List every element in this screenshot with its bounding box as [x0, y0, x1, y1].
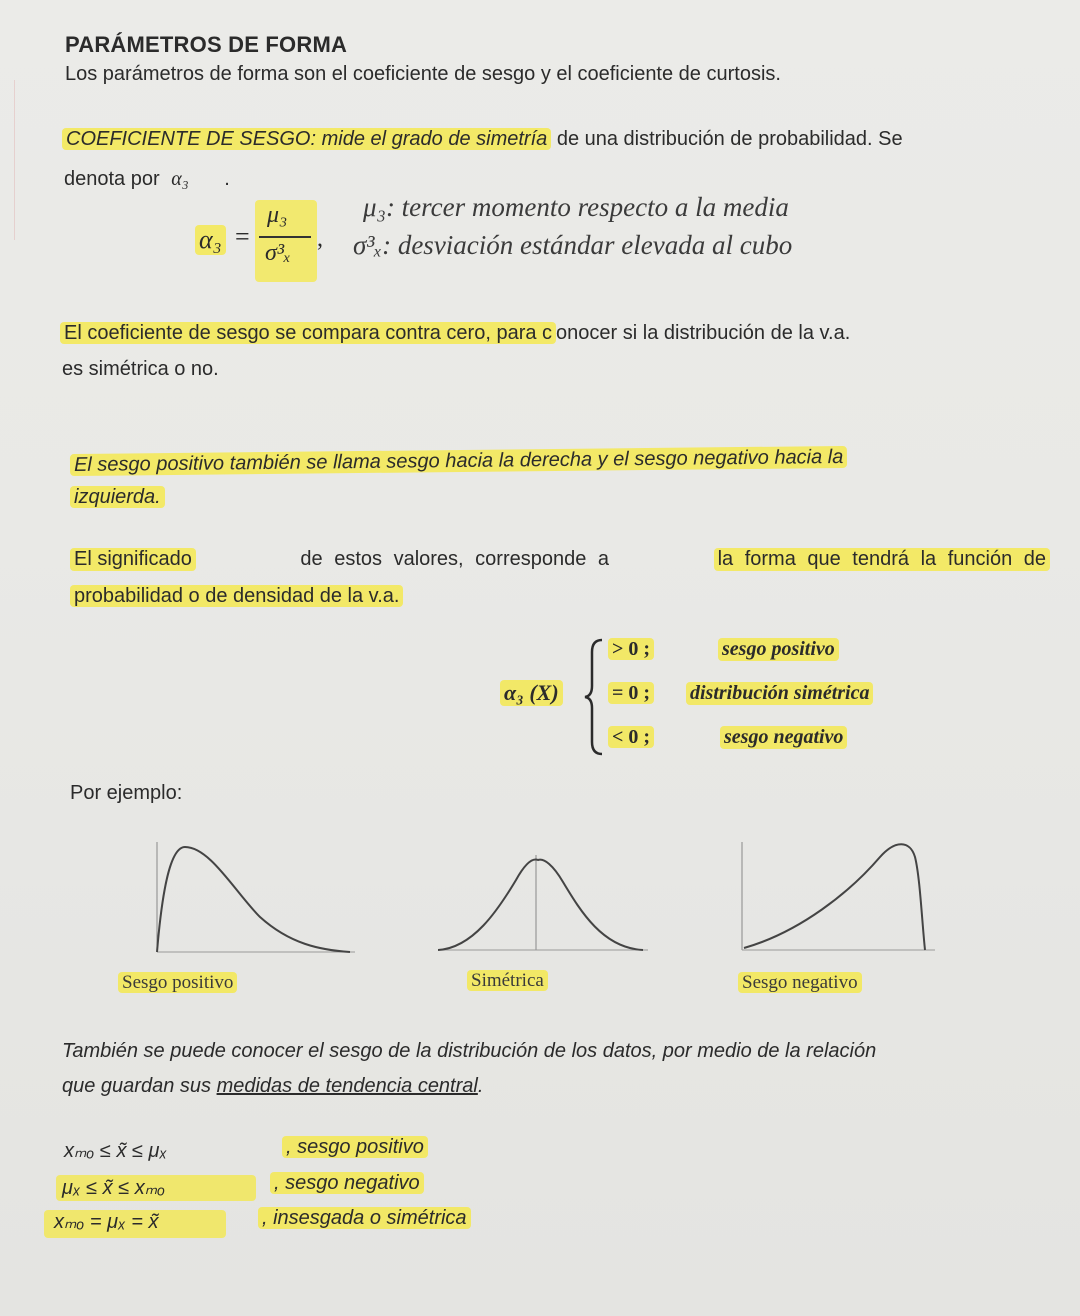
relation-desc-1 [282, 1136, 428, 1159]
central-line2 [62, 1075, 483, 1098]
relation-expr-3: xₘₒ = μₓ = x̃ [54, 1211, 159, 1233]
label-text: Sesgo negativo [738, 972, 862, 993]
piecewise-case-3 [608, 726, 844, 749]
formula-lhs: α₃ [195, 225, 226, 255]
piecewise-definition [500, 636, 940, 756]
relation-desc-2 [270, 1172, 424, 1195]
central-text: que guardan sus [62, 1075, 217, 1097]
case-condition: < 0 ; [608, 726, 654, 748]
direction-highlight: El sesgo positivo también se llama sesgo hacia la derecha y el sesgo negativo hacia la [70, 446, 848, 476]
case-condition: = 0 ; [608, 682, 654, 704]
compare-line1 [60, 322, 850, 345]
relation-expr-1: xₘₒ ≤ x̃ ≤ μₓ [64, 1140, 168, 1162]
positive-skew-curve-icon [140, 832, 365, 962]
case-condition: > 0 ; [608, 638, 654, 660]
label-text: Simétrica [467, 970, 548, 991]
chart-negative-skew [720, 832, 945, 962]
meaning-line1 [70, 548, 1050, 571]
mu3-definition: μ₃: tercer momento respecto a la media [363, 192, 789, 222]
direction-line2-highlight: izquierda. [70, 486, 165, 508]
desc-text: , insesgada o simétrica [258, 1207, 471, 1229]
skewness-formula [195, 192, 915, 285]
negative-skew-curve-icon [720, 832, 945, 962]
chart-positive-skew [140, 832, 365, 962]
piecewise-lhs: α₃ (X) [500, 680, 563, 706]
direction-line2 [70, 486, 165, 509]
compare-highlight: El coeficiente de sesgo se compara contra cero, para c [60, 322, 556, 344]
piecewise-case-1 [608, 638, 835, 661]
relation-desc-3 [258, 1207, 471, 1230]
central-period: . [477, 1075, 484, 1097]
notebook-margin [0, 80, 15, 240]
brace-icon [582, 638, 606, 756]
desc-text: , sesgo negativo [270, 1172, 424, 1194]
dot: . [224, 168, 230, 190]
fraction-bar [259, 236, 311, 238]
intro-text: Los parámetros de forma son el coeficiente de sesgo y el coeficiente de curtosis. [65, 63, 781, 85]
example-label: Por ejemplo: [70, 782, 183, 804]
central-underlined: medidas de tendencia central [216, 1075, 478, 1097]
relation-expr-2: μₓ ≤ x̃ ≤ xₘₒ [62, 1177, 166, 1199]
compare-rest: onocer si la distribución de la v.a. [556, 322, 851, 344]
central-line1: También se puede conocer el sesgo de la distribución de los datos, por medio de la relación [62, 1040, 877, 1062]
symmetric-curve-icon [438, 850, 658, 962]
piecewise-case-2 [608, 682, 870, 705]
label-text: Sesgo positivo [118, 972, 237, 993]
direction-line1 [70, 446, 848, 477]
sesgo-definition-highlight: COEFICIENTE DE SESGO: mide el grado de simetría [62, 128, 551, 150]
alpha3-symbol: α₃ [171, 168, 189, 190]
sesgo-definition-line2 [64, 168, 230, 191]
formula-comma: , [317, 226, 323, 252]
sesgo-definition-line1 [62, 128, 903, 151]
desc-text: , sesgo positivo [282, 1136, 428, 1158]
chart-label-symmetric [467, 970, 548, 992]
compare-line2: es simétrica o no. [62, 358, 219, 380]
meaning-middle: de estos valores, corresponde a [300, 548, 610, 570]
case-label: sesgo positivo [718, 638, 839, 661]
formula-equals: = [235, 222, 250, 251]
formula-denominator: σ³ₓ [265, 240, 291, 266]
page-title: PARÁMETROS DE FORMA [65, 32, 348, 57]
meaning-line2-highlight: probabilidad o de densidad de la v.a. [70, 585, 403, 607]
sesgo-definition-rest: de una distribución de probabilidad. Se [551, 128, 903, 150]
case-label: sesgo negativo [720, 726, 847, 749]
chart-label-positive [118, 972, 237, 994]
meaning-highlight-1: El significado [70, 548, 196, 571]
meaning-line2 [70, 585, 403, 608]
denota-text: denota por [64, 168, 160, 190]
chart-symmetric [438, 850, 658, 962]
sigma3-definition: σ³ₓ: desviación estándar elevada al cubo [353, 230, 793, 260]
formula-numerator: μ₃ [267, 202, 288, 228]
meaning-highlight-2: la forma que tendrá la función de [714, 548, 1050, 571]
chart-label-negative [738, 972, 862, 994]
case-label: distribución simétrica [686, 682, 873, 705]
